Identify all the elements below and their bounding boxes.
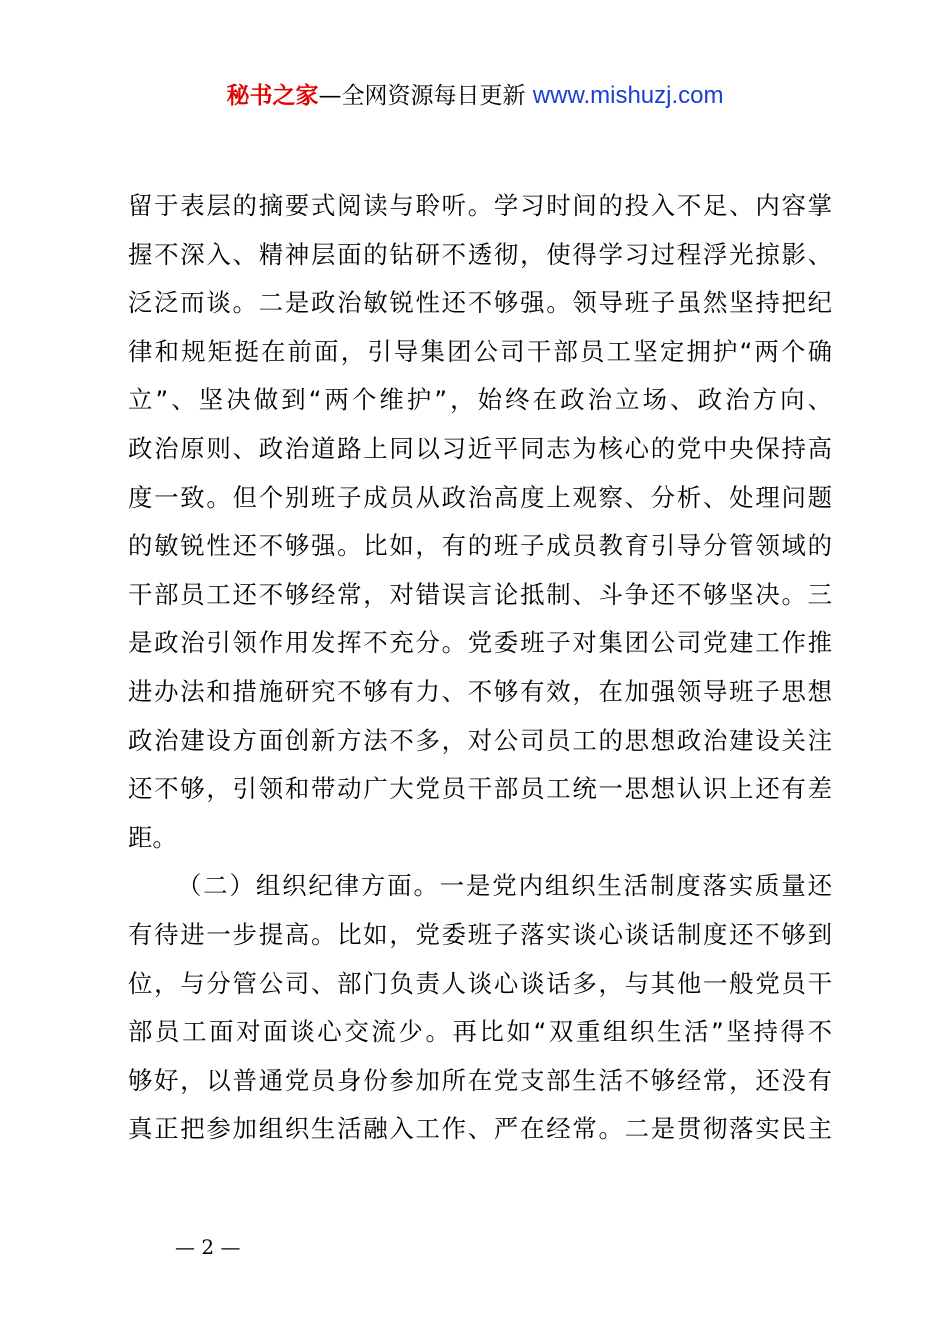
page-number: — 2 — bbox=[175, 1235, 241, 1259]
document-body bbox=[128, 182, 832, 1154]
text-line: 真正把参加组织生活融入工作、严在经常。二是贯彻落实民主 bbox=[128, 1114, 832, 1144]
text-line: 政治建设方面创新方法不多，对公司员工的思想政治建设关注 bbox=[128, 725, 832, 755]
text-line: 留于表层的摘要式阅读与聆听。学习时间的投入不足、内容掌 bbox=[128, 191, 832, 220]
text-line: 部员工面对面谈心交流少。再比如“双重组织生活”坚持得不 bbox=[128, 1017, 832, 1047]
text-line: 还不够，引领和带动广大党员干部员工统一思想认识上还有差 bbox=[128, 774, 832, 804]
text-line: 有待进一步提高。比如，党委班子落实谈心谈话制度还不够到 bbox=[128, 919, 832, 949]
text-line: 是政治引领作用发挥不充分。党委班子对集团公司党建工作推 bbox=[128, 628, 832, 658]
text-line: 位，与分管公司、部门负责人谈心谈话多，与其他一般党员干 bbox=[128, 968, 832, 998]
text-line: 立”、坚决做到“两个维护”，始终在政治立场、政治方向、 bbox=[128, 385, 832, 415]
text-line: 律和规矩挺在前面，引导集团公司干部员工坚定拥护“两个确 bbox=[128, 336, 832, 366]
text-line: 握不深入、精神层面的钻研不透彻，使得学习过程浮光掠影、 bbox=[128, 239, 832, 269]
header-tagline: —全网资源每日更新 bbox=[318, 83, 533, 109]
text-line: 够好，以普通党员身份参加所在党支部生活不够经常，还没有 bbox=[128, 1065, 832, 1095]
text-line: 泛泛而谈。二是政治敏锐性还不够强。领导班子虽然坚持把纪 bbox=[128, 288, 832, 318]
paragraph bbox=[128, 182, 832, 862]
document-header bbox=[0, 80, 950, 112]
text-line: 距。 bbox=[128, 822, 177, 852]
text-line: 的敏锐性还不够强。比如，有的班子成员教育引导分管领域的 bbox=[128, 531, 832, 561]
brand-name: 秘书之家 bbox=[226, 83, 319, 109]
text-line: 干部员工还不够经常，对错误言论抵制、斗争还不够坚决。三 bbox=[128, 579, 832, 609]
text-line: 政治原则、政治道路上同以习近平同志为核心的党中央保持高 bbox=[128, 433, 832, 463]
website-link[interactable]: www.mishuzj.com bbox=[532, 82, 724, 109]
text-line: 度一致。但个别班子成员从政治高度上观察、分析、处理问题 bbox=[128, 482, 832, 512]
text-line: （二）组织纪律方面。一是党内组织生活制度落实质量还 bbox=[177, 871, 832, 901]
paragraph bbox=[128, 862, 832, 1154]
text-line: 进办法和措施研究不够有力、不够有效，在加强领导班子思想 bbox=[128, 676, 832, 706]
